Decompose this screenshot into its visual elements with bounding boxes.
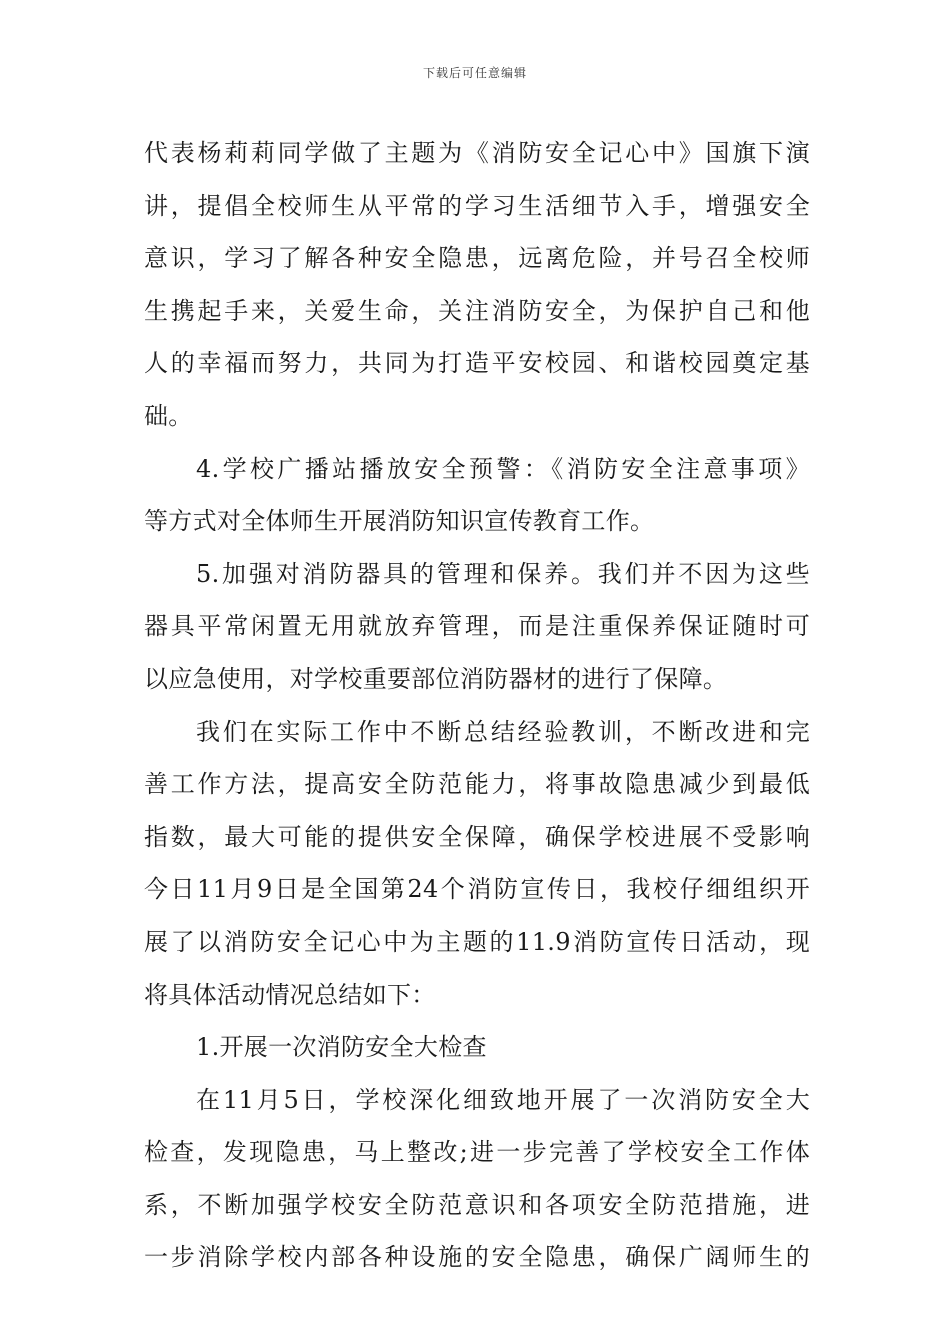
text-line: 人的幸福而努力，共同为打造平安校园、和谐校园奠定基 xyxy=(144,349,810,378)
text-line: 系，不断加强学校安全防范意识和各项安全防范措施，进 xyxy=(144,1190,810,1219)
text-line: 检查，发现隐患，马上整改;进一步完善了学校安全工作体 xyxy=(144,1138,810,1167)
text-line: 今日11月9日是全国第24个消防宣传日，我校仔细组织开 xyxy=(144,875,810,904)
text-line: 以应急使用，对学校重要部位消防器材的进行了保障。 xyxy=(144,664,728,693)
text-line: 生携起手来，关爱生命，关注消防安全，为保护自己和他 xyxy=(144,296,810,325)
section-heading: 1.开展一次消防安全大检查 xyxy=(196,1033,487,1062)
document-body xyxy=(144,127,810,1284)
text-line: 善工作方法，提高安全防范能力，将事故隐患减少到最低 xyxy=(144,770,810,799)
paragraph-start-line: 5.加强对消防器具的管理和保养。我们并不因为这些 xyxy=(196,559,810,588)
text-line: 器具平常闲置无用就放弃管理，而是注重保养保证随时可 xyxy=(144,612,810,641)
paragraph-start-line: 我们在实际工作中不断总结经验教训，不断改进和完 xyxy=(196,717,810,746)
text-line: 展了以消防安全记心中为主题的11.9消防宣传日活动，现 xyxy=(144,927,810,956)
paragraph-start-line: 在11月5日，学校深化细致地开展了一次消防安全大 xyxy=(196,1085,810,1114)
text-line: 指数，最大可能的提供安全保障，确保学校进展不受影响 xyxy=(144,822,810,851)
page-header: 下载后可任意编辑 xyxy=(422,66,527,80)
text-line: 意识，学习了解各种安全隐患，远离危险，并号召全校师 xyxy=(144,244,810,273)
text-line: 础。 xyxy=(144,401,193,430)
text-line: 讲，提倡全校师生从平常的学习生活细节入手，增强安全 xyxy=(144,191,810,220)
text-line: 代表杨莉莉同学做了主题为《消防安全记心中》国旗下演 xyxy=(144,139,810,167)
text-line: 将具体活动情况总结如下： xyxy=(144,980,436,1009)
text-line: 一步消除学校内部各种设施的安全隐患，确保广阔师生的 xyxy=(144,1243,810,1272)
paragraph-start-line: 4.学校广播站播放安全预警：《消防安全注意事项》 xyxy=(196,454,810,483)
text-line: 等方式对全体师生开展消防知识宣传教育工作。 xyxy=(144,507,655,536)
